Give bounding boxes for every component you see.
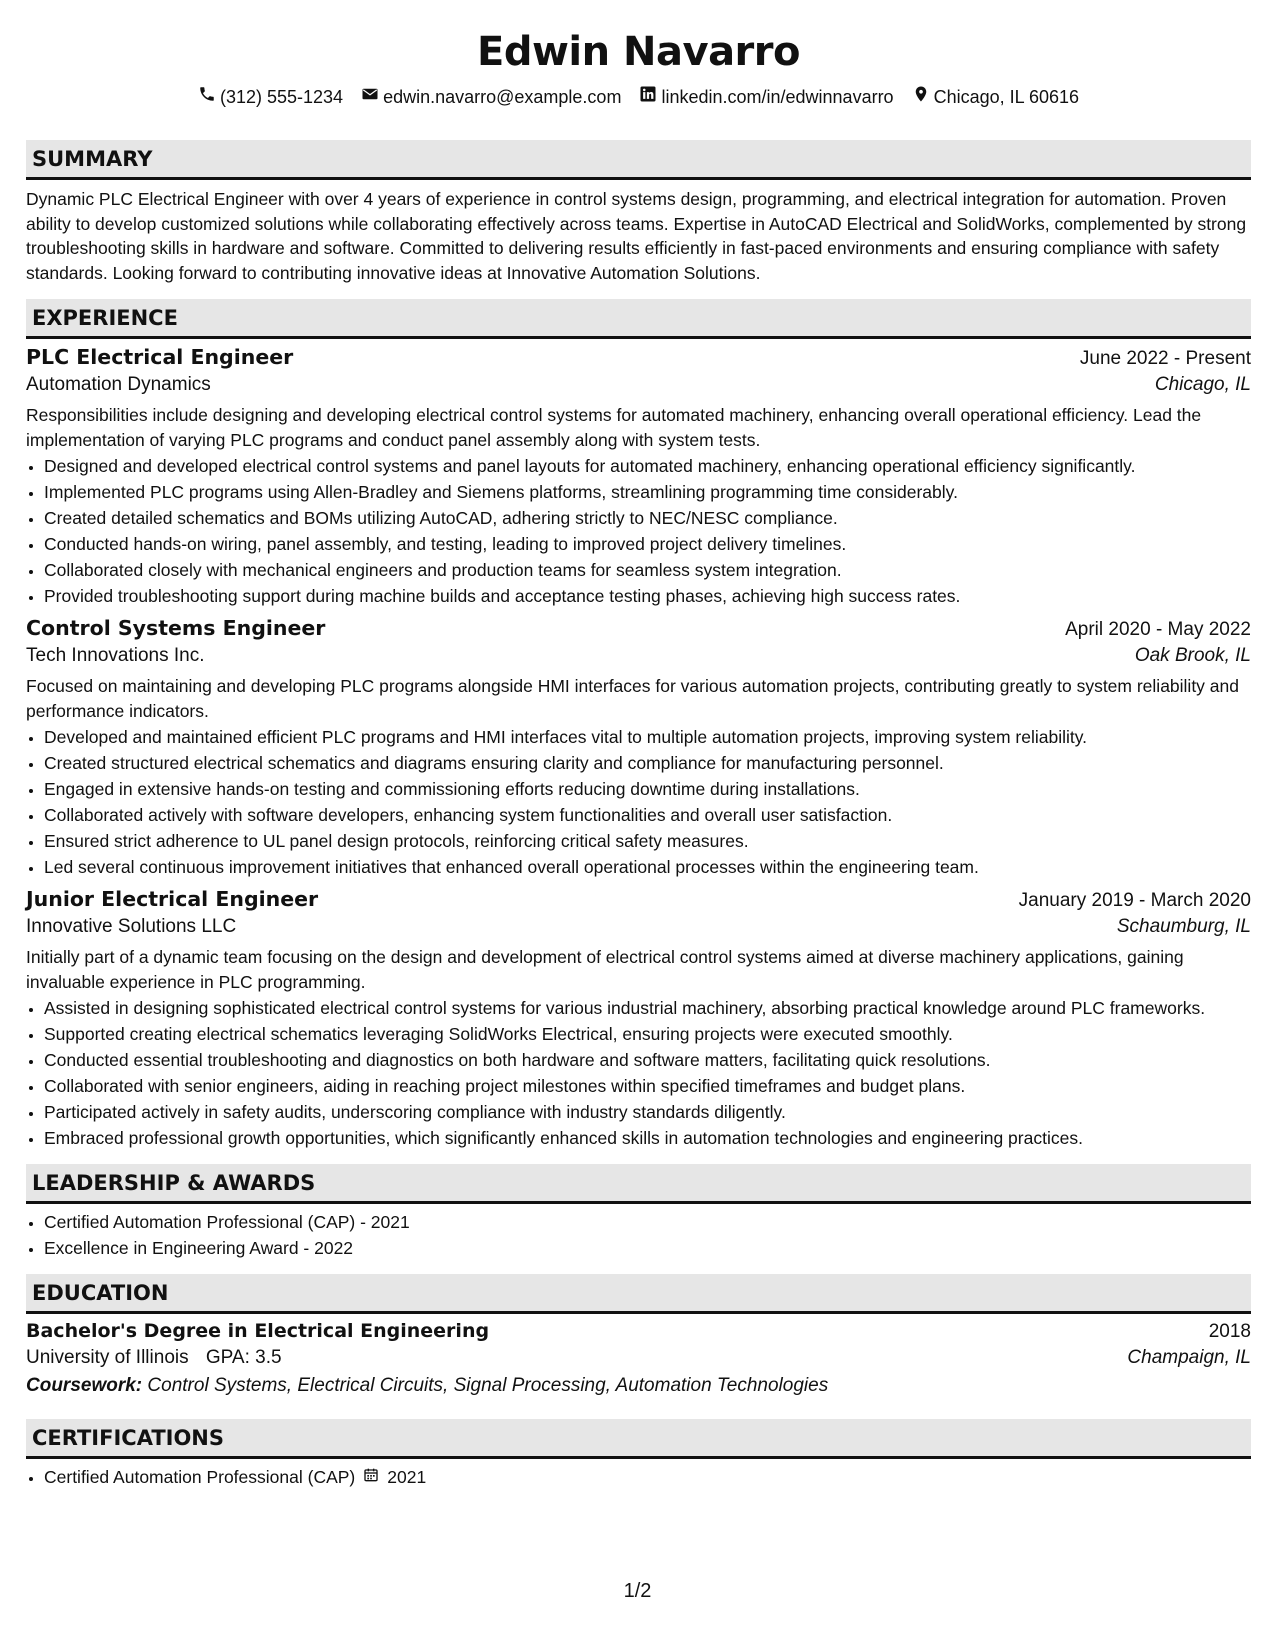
job-bullets <box>26 454 1251 608</box>
list-item: • Created structured electrical schematics and diagrams ensuring clarity and compliance for manufacturing personnel. <box>44 751 1251 775</box>
section-header-leadership: LEADERSHIP & AWARDS <box>26 1164 1251 1204</box>
job-title: Control Systems Engineer <box>26 616 326 640</box>
list-item: • Implemented PLC programs using Allen-Bradley and Siemens platforms, streamlining programming time considerably. <box>44 480 1251 504</box>
job-bullets <box>26 725 1251 879</box>
list-item: • Ensured strict adherence to UL panel design protocols, reinforcing critical safety measures. <box>44 829 1251 853</box>
section-header-education: EDUCATION <box>26 1274 1251 1314</box>
list-item: • Led several continuous improvement initiatives that enhanced overall operational processes within the engineering team. <box>44 855 1251 879</box>
job-date: January 2019 - March 2020 <box>1018 890 1251 911</box>
section-header-summary: SUMMARY <box>26 140 1251 180</box>
list-item: • Excellence in Engineering Award - 2022 <box>44 1236 1251 1260</box>
job-entry <box>26 616 1251 879</box>
map-pin-icon <box>912 84 930 110</box>
job-location: Chicago, IL <box>1154 374 1251 395</box>
job-description: Focused on maintaining and developing PLC programs alongside HMI interfaces for various automation projects, contributing greatly to system reliability and performance indicators. <box>26 676 1239 721</box>
list-item: • Created detailed schematics and BOMs utilizing AutoCAD, adhering strictly to NEC/NESC compliance. <box>44 506 1251 530</box>
job-date: June 2022 - Present <box>1079 348 1251 369</box>
contact-linkedin[interactable] <box>639 84 893 110</box>
cert-year: 2021 <box>387 1467 427 1487</box>
section-header-certifications: CERTIFICATIONS <box>26 1419 1251 1459</box>
list-item: • Engaged in extensive hands-on testing and commissioning efforts reducing downtime during installations. <box>44 777 1251 801</box>
job-bullets <box>26 996 1251 1150</box>
location-text: Chicago, IL 60616 <box>933 87 1080 107</box>
contact-phone <box>198 84 343 110</box>
job-entry <box>26 887 1251 1150</box>
job-date: April 2020 - May 2022 <box>1065 619 1251 640</box>
coursework <box>26 1375 1251 1397</box>
job-description: Responsibilities include designing and developing electrical control systems for automated machinery, enhancing overall operational efficiency. Lead the implementation of varying PLC programs and conduct panel assembly along with system tests. <box>26 405 1202 450</box>
gpa: GPA: 3.5 <box>205 1347 282 1368</box>
job-location: Oak Brook, IL <box>1134 645 1251 666</box>
list-item: • Conducted hands-on wiring, panel assembly, and testing, leading to improved project delivery timelines. <box>44 532 1251 556</box>
list-item: • Collaborated actively with software developers, enhancing system functionalities and overall user satisfaction. <box>44 803 1251 827</box>
list-item: • Conducted essential troubleshooting and diagnostics on both hardware and software matters, facilitating quick resolutions. <box>44 1048 1251 1072</box>
list-item: • Embraced professional growth opportunities, which significantly enhanced skills in automation technologies and engineering practices. <box>44 1126 1251 1150</box>
list-item <box>44 1465 1251 1489</box>
school-name: University of Illinois <box>26 1347 189 1368</box>
graduation-year: 2018 <box>1208 1321 1251 1342</box>
job-title: PLC Electrical Engineer <box>26 345 294 369</box>
list-item: • Collaborated with senior engineers, aiding in reaching project milestones within specified timeframes and budget plans. <box>44 1074 1251 1098</box>
certifications-list <box>26 1465 1251 1489</box>
phone-icon <box>198 84 216 110</box>
cert-name: • Certified Automation Professional (CAP) <box>44 1467 356 1487</box>
job-location: Schaumburg, IL <box>1116 916 1251 937</box>
email-text[interactable]: edwin.navarro@example.com <box>383 87 622 107</box>
envelope-icon <box>361 84 379 110</box>
school-location: Champaign, IL <box>1127 1347 1251 1368</box>
section-header-experience: EXPERIENCE <box>26 299 1251 339</box>
phone-text: (312) 555-1234 <box>219 87 344 107</box>
contact-bar <box>26 84 1251 110</box>
list-item: • Developed and maintained efficient PLC programs and HMI interfaces vital to multiple automation projects, improving system reliability. <box>44 725 1251 749</box>
coursework-label: Coursework: <box>26 1375 143 1396</box>
job-entry <box>26 345 1251 608</box>
job-company: Innovative Solutions LLC <box>26 916 237 937</box>
job-company: Automation Dynamics <box>26 374 211 395</box>
leadership-list <box>26 1210 1251 1260</box>
education-entry <box>26 1320 1251 1397</box>
list-item: • Provided troubleshooting support during machine builds and acceptance testing phases, achieving high success rates. <box>44 584 1251 608</box>
candidate-name: Edwin Navarro <box>477 29 800 75</box>
list-item: • Assisted in designing sophisticated electrical control systems for various industrial machinery, absorbing practical knowledge around PLC frameworks. <box>44 996 1251 1020</box>
resume-page <box>26 0 1251 1491</box>
contact-email[interactable] <box>361 84 621 110</box>
list-item: • Designed and developed electrical control systems and panel layouts for automated machinery, enhancing operational efficiency significantly. <box>44 454 1251 478</box>
list-item: • Supported creating electrical schematics leveraging SolidWorks Electrical, ensuring projects were executed smoothly. <box>44 1022 1251 1046</box>
list-item: • Certified Automation Professional (CAP) - 2021 <box>44 1210 1251 1234</box>
contact-location <box>912 84 1079 110</box>
linkedin-icon <box>639 84 657 110</box>
calendar-icon <box>363 1465 379 1489</box>
job-description: Initially part of a dynamic team focusing on the design and development of electrical control systems aimed at diverse machinery applications, gaining invaluable experience in PLC programming. <box>26 947 1184 992</box>
job-company: Tech Innovations Inc. <box>26 645 205 666</box>
list-item: • Participated actively in safety audits, underscoring compliance with industry standards diligently. <box>44 1100 1251 1124</box>
degree-title: Bachelor's Degree in Electrical Engineering <box>26 1320 490 1342</box>
page-number: 1/2 <box>623 1580 652 1602</box>
coursework-list: Control Systems, Electrical Circuits, Signal Processing, Automation Technologies <box>147 1375 829 1396</box>
job-title: Junior Electrical Engineer <box>26 887 319 911</box>
summary-text: Dynamic PLC Electrical Engineer with over 4 years of experience in control systems design, programming, and electrical integration for automation. Proven ability to develop customized solutions while collaborating effectively across teams. Expertise in AutoCAD Electrical and SolidWorks, complemented by strong troubleshooting skills in hardware and software. Committed to delivering results efficiently in fast-paced environments and ensuring compliance with safety standards. Looking forward to contributing innovative ideas at Innovative Automation Solutions. <box>26 189 1247 283</box>
list-item: • Collaborated closely with mechanical engineers and production teams for seamless system integration. <box>44 558 1251 582</box>
linkedin-text[interactable]: linkedin.com/in/edwinnavarro <box>661 87 894 107</box>
